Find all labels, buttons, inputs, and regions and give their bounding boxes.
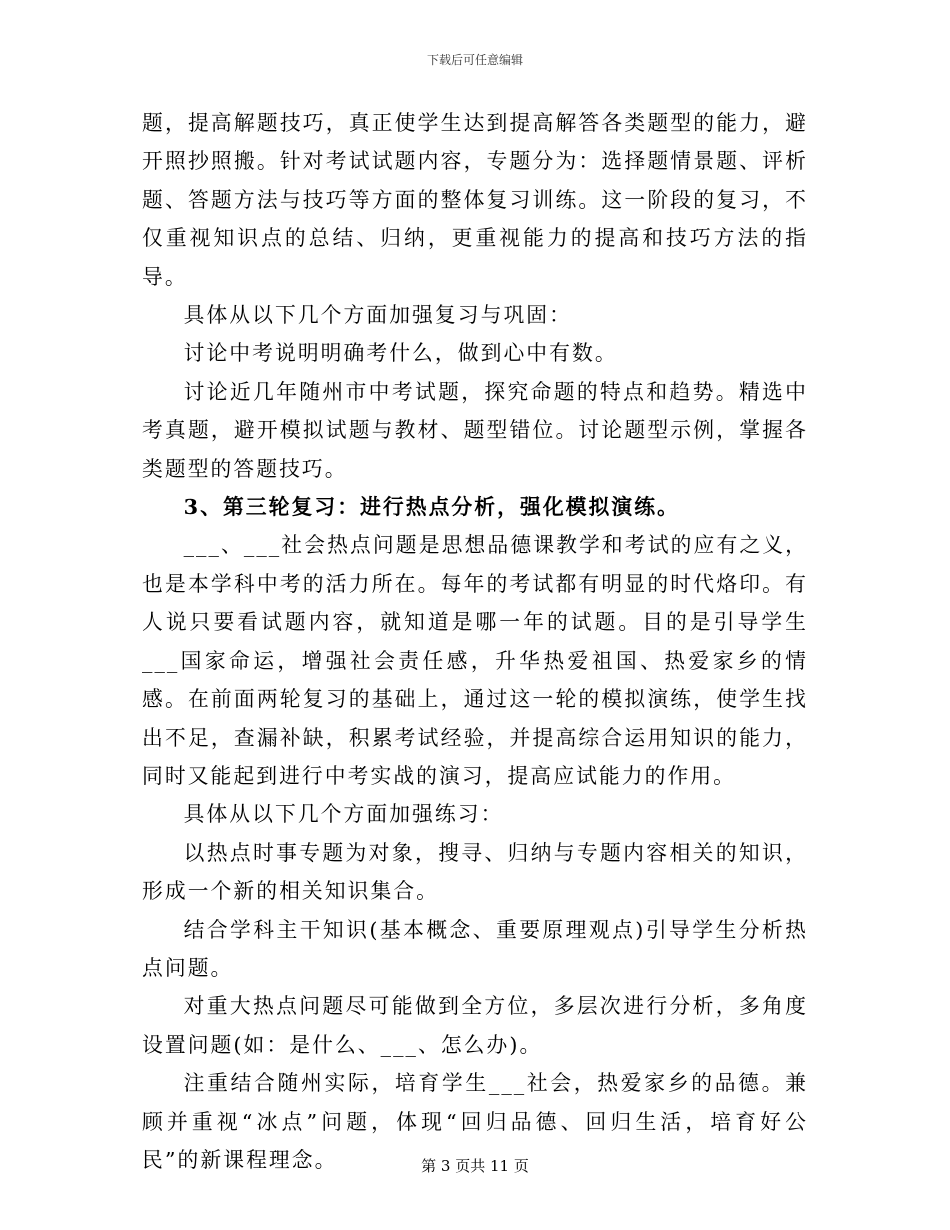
paragraph-hot-topics: ___、___社会热点问题是思想品德课教学和考试的应有之义，也是本学科中考的活力所在。每年的考试都有明显的时代烙印。有人说只要看试题内容，就知道是哪一年的试题。目的是引导学生___国家命运，增强社会责任感，升华热爱祖国、热爱家乡的情感。在前面两轮复习的基础上，通过这一轮的模拟演练，使学生找出不足，查漏补缺，积累考试经验，并提高综合运用知识的能力，同时又能起到进行中考实战的演习，提高应试能力的作用。	[142, 533, 808, 788]
paragraph-past-exams: 讨论近几年随州市中考试题，探究命题的特点和趋势。精选中考真题，避开模拟试题与教材、题型错位。讨论题型示例，掌握各类题型的答题技巧。	[142, 379, 808, 481]
paragraph-core-knowledge: 结合学科主干知识(基本概念、重要原理观点)引导学生分析热点问题。	[142, 917, 808, 980]
paragraph-exam-guide: 讨论中考说明明确考什么，做到心中有数。	[183, 341, 618, 366]
paragraph-topic-collection: 以热点时事专题为对象，搜寻、归纳与专题内容相关的知识，形成一个新的相关知识集合。	[142, 840, 808, 904]
paragraph-practice-intro: 具体从以下几个方面加强练习：	[183, 802, 504, 827]
page-number: 第 3 页共 11 页	[421, 1157, 529, 1175]
paragraph-local-practice: 注重结合随州实际，培育学生___社会，热爱家乡的品德。兼顾并重视“冰点”问题，体现“回归品德、回归生活，培育好公民”的新课程理念。	[142, 1071, 808, 1172]
document-body	[142, 104, 808, 1179]
page-header: 下载后可任意编辑	[426, 53, 523, 67]
paragraph-review-intro: 具体从以下几个方面加强复习与巩固：	[183, 303, 572, 328]
paragraph-multi-angle: 对重大热点问题尽可能做到全方位，多层次进行分析，多角度设置问题(如：是什么、___、怎么办)。	[142, 994, 808, 1057]
paragraph-continuation: 题，提高解题技巧，真正使学生达到提高解答各类题型的能力，避开照抄照搬。针对考试试题内容，专题分为：选择题情景题、评析题、答题方法与技巧等方面的整体复习训练。这一阶段的复习，不仅重视知识点的总结、归纳，更重视能力的提高和技巧方法的指导。	[142, 111, 808, 289]
section-heading-third-round: 3、第三轮复习：进行热点分析，强化模拟演练。	[183, 494, 680, 520]
